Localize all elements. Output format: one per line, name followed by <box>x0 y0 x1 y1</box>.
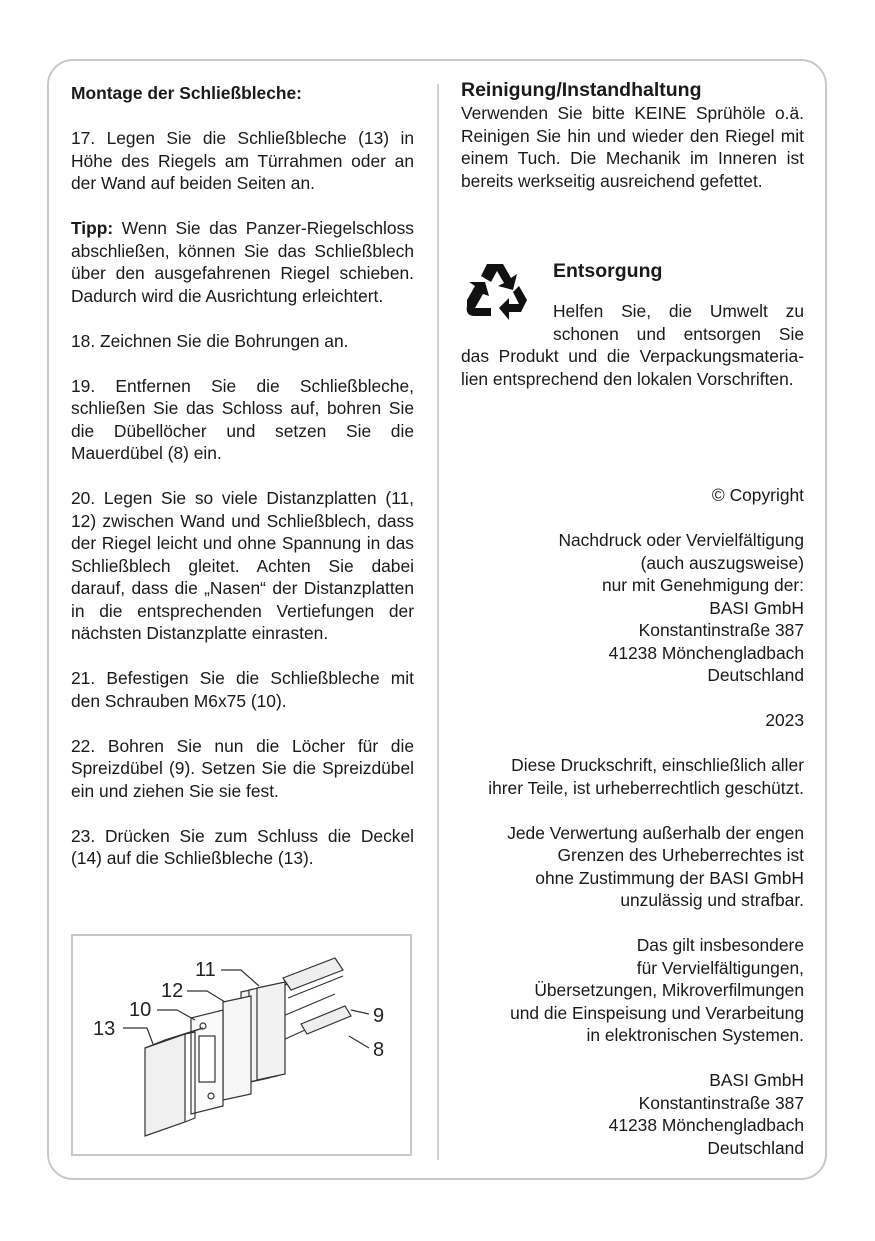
tip-label: Tipp: <box>71 218 114 238</box>
step-18: 18. Zeichnen Sie die Bohrungen an. <box>71 330 349 351</box>
left-column <box>71 82 414 870</box>
disposal-text <box>461 300 804 390</box>
step-23: 23. Drücken Sie zum Schluss die Deckel (14) auf die Schließbleche (13). <box>71 825 414 868</box>
step-19: 19. Entfernen Sie die Schließbleche, schließen Sie das Schloss auf, bohren Sie die Dübellöcher und setzen Sie die Mauerdübel (8) ein. <box>71 375 414 463</box>
label-9: 9 <box>373 1005 385 1027</box>
disposal-title: Entsorgung <box>553 260 663 282</box>
cleaning-text: Verwenden Sie bitte KEINE Sprühöle o.ä. Reinigen Sie hin und wieder den Riegel mit einem Tuch. Die Mechanik im Inneren ist bereits werkseitig ausreichend gefettet. <box>461 103 804 191</box>
year-line: 2023 <box>765 710 804 730</box>
usage-line: Jede Verwertung außerhalb der engen <box>507 822 804 843</box>
reprint-line: (auch auszugsweise) <box>640 552 804 573</box>
address-line: Konstantinstraße 387 <box>638 1092 804 1113</box>
protection-line: ihrer Teile, ist urheberrechtlich geschützt. <box>488 777 804 798</box>
mounting-heading: Montage der Schließbleche: <box>71 83 302 103</box>
disposal-line: das Produkt und die Verpackungsmateria- <box>461 346 804 366</box>
right-column <box>461 78 804 192</box>
special-line: Übersetzungen, Mikroverfilmungen <box>534 980 804 1000</box>
usage-line: unzulässig und strafbar. <box>620 890 804 910</box>
label-11: 11 <box>195 959 216 981</box>
tip-text: Wenn Sie das Panzer-Riegelschloss abschließen, können Sie das Schließblech über den ausgefahrenen Riegel schieben. Dadurch wird die Ausrichtung erleichtert. <box>71 218 414 306</box>
step-17: 17. Legen Sie die Schließbleche (13) in Höhe des Riegels am Türrahmen oder an der Wand auf beiden Seiten an. <box>71 128 414 193</box>
assembly-figure <box>71 934 412 1156</box>
usage-line: Grenzen des Urheberrechtes ist <box>557 845 804 865</box>
copyright-block <box>461 484 804 1159</box>
step-20: 20. Legen Sie so viele Distanzplatten (11, 12) zwischen Wand und Schließblech, dass der Riegel leicht und ohne Spannung in das Schließblech gleitet. Achten Sie dabei darauf, dass die „Nasen“ der Distanzplatten in die entsprechenden Vertiefungen der nächsten Distanzplatte einrasten. <box>71 488 414 643</box>
copyright-line: © Copyright <box>711 485 804 505</box>
special-line: und die Einspeisung und Verarbeitung <box>510 1002 804 1023</box>
label-13: 13 <box>93 1018 116 1040</box>
address-line: 41238 Mönchengladbach <box>608 1115 804 1135</box>
reprint-line: 41238 Mönchengladbach <box>608 642 804 663</box>
assembly-drawing <box>73 936 410 1154</box>
protection-line: Diese Druckschrift, einschließlich aller <box>511 755 804 775</box>
label-10: 10 <box>129 999 152 1021</box>
tip-paragraph <box>71 217 414 307</box>
label-8: 8 <box>373 1039 385 1061</box>
disposal-line: schonen und entsorgen Sie <box>553 323 804 344</box>
special-line: in elektronischen Systemen. <box>586 1025 804 1045</box>
reprint-line: Nachdruck oder Vervielfältigung <box>558 530 804 550</box>
label-12: 12 <box>161 980 184 1002</box>
step-22: 22. Bohren Sie nun die Löcher für die Spreizdübel (9). Setzen Sie die Spreizdübel ein und ziehen Sie sie fest. <box>71 735 414 801</box>
address-line: BASI GmbH <box>709 1070 804 1090</box>
reprint-line: BASI GmbH <box>709 597 804 618</box>
reprint-line: Deutschland <box>707 665 804 685</box>
cleaning-title: Reinigung/Instandhaltung <box>461 79 702 101</box>
address-line: Deutschland <box>707 1137 804 1158</box>
column-divider <box>437 84 439 1160</box>
special-line: Das gilt insbesondere <box>636 935 804 955</box>
disposal-line: lien entsprechend den lokalen Vorschriften. <box>461 368 794 389</box>
step-21: 21. Befestigen Sie die Schließbleche mit den Schrauben M6x75 (10). <box>71 668 414 711</box>
reprint-line: Konstantinstraße 387 <box>638 620 804 640</box>
usage-line: ohne Zustimmung der BASI GmbH <box>535 867 804 888</box>
disposal-line: Helfen Sie, die Umwelt zu <box>553 301 804 321</box>
reprint-line: nur mit Genehmigung der: <box>601 575 804 595</box>
special-line: für Vervielfältigungen, <box>636 957 804 978</box>
